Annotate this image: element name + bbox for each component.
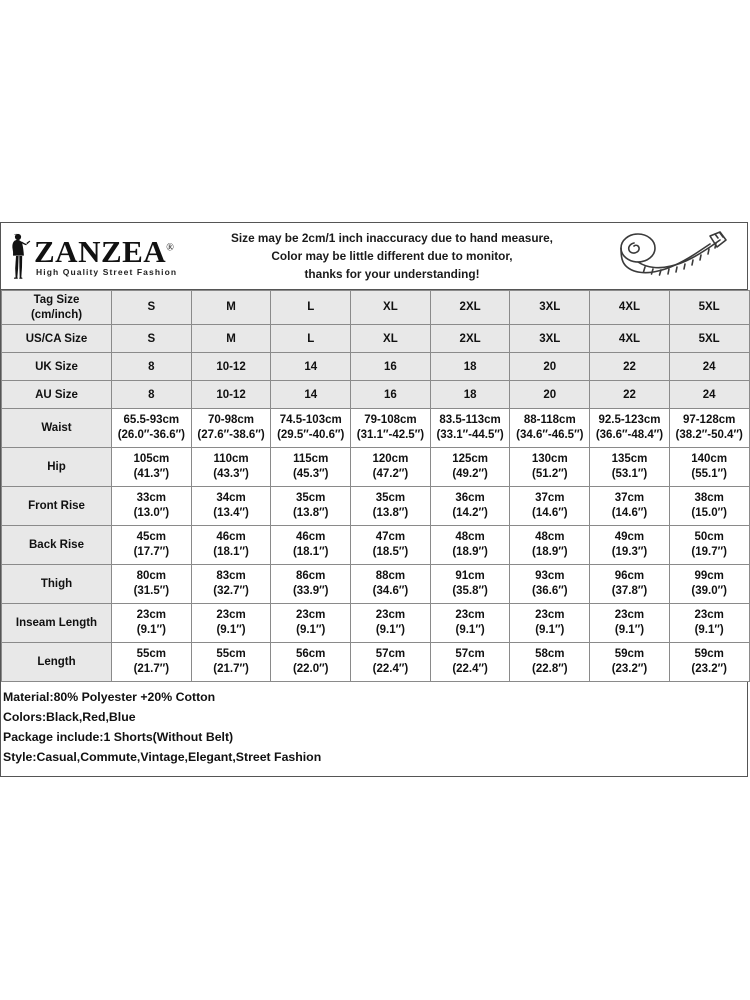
size-header-cell: 4XL: [590, 325, 670, 353]
measurement-cell: [271, 448, 351, 487]
measurement-cm: 37cm: [614, 492, 645, 505]
measurement-cell: [191, 448, 271, 487]
woman-silhouette-icon: [7, 231, 33, 281]
measurement-cell: [430, 643, 510, 682]
measurement-inch: (14.2″): [452, 507, 488, 519]
measurement-cell: [191, 526, 271, 565]
brand-name: ZANZEA: [34, 233, 167, 269]
row-label: Thigh: [2, 565, 112, 604]
measurement-cm: 23cm: [455, 609, 485, 622]
row-label: UK Size: [2, 353, 112, 381]
measurement-cm: 79-108cm: [364, 414, 417, 427]
measurement-cm: 23cm: [216, 609, 246, 622]
measurement-inch: (22.4″): [372, 663, 409, 675]
measurement-cm: 74.5-103cm: [279, 414, 342, 427]
measurement-cell: [590, 409, 670, 448]
measurement-cm: 48cm: [535, 531, 565, 544]
brand-tagline: High Quality Street Fashion: [36, 266, 178, 277]
row-label-main: Tag Size: [33, 294, 80, 307]
measurement-cm: 46cm: [216, 531, 246, 544]
measurement-inch: (22.0″): [292, 663, 329, 675]
measurement-cm: 23cm: [535, 609, 565, 622]
size-header-cell: M: [191, 325, 271, 353]
size-chart-panel: [0, 222, 748, 777]
measurement-cm: 130cm: [531, 453, 568, 466]
measurement-cell: [669, 487, 749, 526]
size-header-cell: S: [112, 291, 192, 325]
measurement-inch: (38.2″-50.4″): [675, 429, 743, 441]
measurement-cm: 48cm: [455, 531, 485, 544]
measurement-inch: (26.0″-36.6″): [117, 429, 185, 441]
measurement-cm: 36cm: [455, 492, 485, 505]
notice-line-3: thanks for your understanding!: [304, 267, 480, 282]
measurement-inch: (36.6″): [532, 585, 568, 597]
measurement-cell: [271, 643, 351, 682]
measurement-cell: [191, 487, 271, 526]
measurement-cm: 80cm: [136, 570, 167, 583]
measurement-cell: [191, 604, 271, 643]
measurement-cm: 91cm: [455, 570, 485, 583]
measurement-inch: (19.7″): [691, 546, 727, 558]
measurement-cm: 70-98cm: [208, 414, 255, 427]
row-label: Waist: [2, 409, 112, 448]
row-label: Length: [2, 643, 112, 682]
measurement-cm: 65.5-93cm: [123, 414, 180, 427]
measurement-cell: [669, 565, 749, 604]
measurement-cell: [510, 565, 590, 604]
size-header-cell: 8: [112, 381, 192, 409]
measurement-cm: 23cm: [614, 609, 645, 622]
measurement-inch: (51.2″): [532, 468, 568, 480]
measurement-cm: 49cm: [614, 531, 645, 544]
row-label-sub: (cm/inch): [30, 308, 83, 321]
measurement-inch: (41.3″): [133, 468, 170, 480]
size-header-cell: 2XL: [430, 325, 510, 353]
measurement-cm: 115cm: [293, 453, 329, 466]
size-header-cell: 3XL: [510, 291, 590, 325]
measurement-inch: (37.8″): [611, 585, 648, 597]
size-header-cell: 20: [510, 353, 590, 381]
measurement-inch: (9.1″): [614, 624, 645, 636]
measurement-cell: [351, 487, 431, 526]
measurement-cm: 56cm: [296, 648, 326, 661]
size-header-cell: 22: [590, 381, 670, 409]
measurement-inch: (9.1″): [455, 624, 485, 636]
measurement-cm: 23cm: [136, 609, 167, 622]
size-header-cell: L: [271, 325, 351, 353]
size-header-cell: L: [271, 291, 351, 325]
measurement-cell: [430, 487, 510, 526]
size-table-body: [2, 291, 750, 682]
measurement-cell: [112, 565, 192, 604]
size-header-cell: 10-12: [191, 381, 271, 409]
measurement-inch: (55.1″): [691, 468, 727, 480]
measurement-inch: (33.9″): [292, 585, 329, 597]
measurement-cell: [510, 604, 590, 643]
size-header-cell: 16: [351, 353, 431, 381]
row-label: Inseam Length: [2, 604, 112, 643]
measurement-notice: [187, 229, 597, 284]
measurement-cm: 55cm: [136, 648, 167, 661]
measurement-cell: [669, 409, 749, 448]
size-header-cell: 14: [271, 381, 351, 409]
measurement-cm: 47cm: [375, 531, 406, 544]
measurement-cm: 50cm: [694, 531, 724, 544]
measurement-cm: 110cm: [213, 453, 249, 466]
measurement-inch: (18.1″): [213, 546, 249, 558]
measurement-cm: 92.5-123cm: [598, 414, 661, 427]
table-row: [2, 643, 750, 682]
measurement-inch: (22.8″): [532, 663, 568, 675]
measurement-cm: 35cm: [375, 492, 406, 505]
measurement-inch: (13.8″): [292, 507, 329, 519]
row-label: [2, 291, 112, 325]
table-row: [2, 291, 750, 325]
measurement-inch: (49.2″): [452, 468, 488, 480]
measurement-cm: 86cm: [296, 570, 326, 583]
measurement-cell: [590, 526, 670, 565]
measurement-cell: [351, 409, 431, 448]
measurement-cell: [351, 526, 431, 565]
measurement-inch: (13.8″): [372, 507, 409, 519]
style-line: Style:Casual,Commute,Vintage,Elegant,Street Fashion: [3, 749, 322, 764]
measurement-cm: 37cm: [535, 492, 565, 505]
size-header-cell: 2XL: [430, 291, 510, 325]
measurement-cell: [590, 643, 670, 682]
row-label: US/CA Size: [2, 325, 112, 353]
measurement-inch: (9.1″): [136, 624, 166, 636]
measurement-cell: [590, 565, 670, 604]
measurement-cm: 88cm: [375, 570, 406, 583]
measurement-inch: (29.5″-40.6″): [277, 429, 345, 441]
measurement-inch: (18.9″): [452, 546, 488, 558]
measurement-cm: 45cm: [136, 531, 167, 544]
measurement-cm: 57cm: [375, 648, 406, 661]
measuring-tape-icon: [612, 230, 732, 282]
measurement-cell: [510, 448, 590, 487]
size-header-cell: 24: [669, 381, 749, 409]
measurement-cell: [271, 526, 351, 565]
measurement-cm: 23cm: [694, 609, 724, 622]
size-header-cell: 18: [430, 353, 510, 381]
measurement-cm: 105cm: [133, 453, 170, 466]
size-header-cell: 20: [510, 381, 590, 409]
brand-wordmark: [34, 233, 178, 277]
measurement-inch: (45.3″): [292, 468, 329, 480]
measurement-inch: (31.1″-42.5″): [356, 429, 425, 441]
measurement-cm: 46cm: [296, 531, 326, 544]
table-row: [2, 565, 750, 604]
measurement-inch: (27.6″-38.6″): [197, 429, 265, 441]
table-row: [2, 409, 750, 448]
measurement-cm: 97-128cm: [682, 414, 736, 427]
measurement-inch: (22.4″): [452, 663, 488, 675]
measurement-cm: 58cm: [535, 648, 565, 661]
table-row: [2, 325, 750, 353]
measurement-inch: (14.6″): [532, 507, 568, 519]
measurement-cm: 93cm: [535, 570, 565, 583]
measurement-cm: 99cm: [694, 570, 724, 583]
measurement-inch: (17.7″): [133, 546, 170, 558]
size-header-cell: XL: [351, 325, 431, 353]
measurement-inch: (19.3″): [611, 546, 648, 558]
measurement-inch: (53.1″): [611, 468, 648, 480]
measurement-cell: [271, 487, 351, 526]
measurement-cm: 23cm: [296, 609, 326, 622]
measurement-inch: (14.6″): [611, 507, 648, 519]
measurement-cm: 57cm: [455, 648, 485, 661]
package-line: Package include:1 Shorts(Without Belt): [3, 729, 234, 744]
measurement-cm: 83.5-113cm: [439, 414, 501, 427]
measurement-inch: (21.7″): [213, 663, 249, 675]
material-line: Material:80% Polyester +20% Cotton: [3, 690, 216, 704]
measurement-cell: [112, 448, 192, 487]
brand-logo: [1, 231, 187, 281]
size-header-cell: 18: [430, 381, 510, 409]
measurement-cell: [191, 565, 271, 604]
size-header-cell: M: [191, 291, 271, 325]
measurement-cell: [669, 448, 749, 487]
measurement-inch: (9.1″): [375, 624, 405, 636]
measurement-cell: [112, 409, 192, 448]
size-header-cell: 10-12: [191, 353, 271, 381]
measurement-cm: 125cm: [452, 453, 488, 466]
measurement-cell: [351, 565, 431, 604]
measurement-cell: [191, 409, 271, 448]
measurement-cm: 33cm: [136, 492, 167, 505]
size-header-cell: 22: [590, 353, 670, 381]
measurement-inch: (15.0″): [691, 507, 727, 519]
measurement-cell: [112, 604, 192, 643]
measurement-inch: (18.5″): [372, 546, 409, 558]
measurement-cell: [669, 526, 749, 565]
measurement-cell: [191, 643, 271, 682]
measurement-cell: [430, 565, 510, 604]
measurement-inch: (23.2″): [611, 663, 648, 675]
row-label: Back Rise: [2, 526, 112, 565]
registered-mark: ®: [166, 242, 175, 254]
size-header-cell: 16: [351, 381, 431, 409]
measurement-cell: [590, 448, 670, 487]
measurement-inch: (9.1″): [694, 624, 724, 636]
notice-line-1: Size may be 2cm/1 inch inaccuracy due to hand measure,: [231, 230, 553, 245]
size-header-cell: 24: [669, 353, 749, 381]
measurement-inch: (34.6″-46.5″): [516, 429, 584, 441]
measurement-inch: (9.1″): [216, 624, 246, 636]
measurement-inch: (43.3″): [213, 468, 249, 480]
notice-line-2: Color may be little different due to monitor,: [271, 248, 513, 263]
measurement-inch: (35.8″): [452, 585, 488, 597]
tape-illustration: [597, 230, 747, 282]
table-row: [2, 381, 750, 409]
measurement-cell: [271, 409, 351, 448]
measurement-cell: [112, 487, 192, 526]
measurement-inch: (47.2″): [372, 468, 409, 480]
measurement-cm: 23cm: [375, 609, 406, 622]
table-row: [2, 487, 750, 526]
measurement-cm: 88-118cm: [523, 414, 576, 427]
measurement-inch: (33.1″-44.5″): [436, 429, 504, 441]
chart-header-band: [1, 223, 747, 290]
measurement-cm: 34cm: [216, 492, 246, 505]
measurement-cm: 120cm: [372, 453, 409, 466]
measurement-cell: [351, 448, 431, 487]
measurement-cell: [430, 448, 510, 487]
measurement-cell: [351, 604, 431, 643]
colors-line: Colors:Black,Red,Blue: [3, 709, 136, 724]
measurement-inch: (32.7″): [213, 585, 249, 597]
measurement-inch: (21.7″): [133, 663, 170, 675]
measurement-cell: [430, 604, 510, 643]
measurement-cell: [112, 526, 192, 565]
measurement-cm: 96cm: [614, 570, 645, 583]
measurement-cell: [590, 487, 670, 526]
measurement-cm: 59cm: [694, 648, 724, 661]
row-label: Hip: [2, 448, 112, 487]
table-row: [2, 353, 750, 381]
table-row: [2, 604, 750, 643]
measurement-cell: [510, 526, 590, 565]
measurement-cm: 59cm: [614, 648, 645, 661]
size-header-cell: S: [112, 325, 192, 353]
measurement-cell: [351, 643, 431, 682]
size-header-cell: 14: [271, 353, 351, 381]
measurement-inch: (9.1″): [296, 624, 326, 636]
measurement-cell: [590, 604, 670, 643]
measurement-inch: (39.0″): [691, 585, 727, 597]
measurement-cm: 55cm: [216, 648, 246, 661]
measurement-cell: [510, 487, 590, 526]
row-label: AU Size: [2, 381, 112, 409]
measurement-cm: 140cm: [691, 453, 728, 466]
measurement-inch: (18.9″): [532, 546, 568, 558]
table-row: [2, 448, 750, 487]
measurement-cell: [510, 409, 590, 448]
measurement-cell: [669, 643, 749, 682]
measurement-inch: (9.1″): [535, 624, 565, 636]
measurement-inch: (23.2″): [691, 663, 727, 675]
product-details: [1, 682, 747, 776]
size-header-cell: XL: [351, 291, 431, 325]
row-label: Front Rise: [2, 487, 112, 526]
measurement-cm: 83cm: [216, 570, 246, 583]
measurement-cm: 38cm: [694, 492, 724, 505]
measurement-inch: (13.0″): [133, 507, 170, 519]
measurement-inch: (18.1″): [292, 546, 329, 558]
measurement-cell: [430, 409, 510, 448]
measurement-inch: (31.5″): [133, 585, 170, 597]
measurement-inch: (34.6″): [372, 585, 409, 597]
measurement-cell: [669, 604, 749, 643]
measurement-cell: [510, 643, 590, 682]
measurement-cell: [112, 643, 192, 682]
size-header-cell: 8: [112, 353, 192, 381]
size-header-cell: 3XL: [510, 325, 590, 353]
size-header-cell: 5XL: [669, 291, 749, 325]
size-header-cell: 5XL: [669, 325, 749, 353]
measurement-inch: (36.6″-48.4″): [595, 429, 664, 441]
size-table: [1, 290, 750, 682]
table-row: [2, 526, 750, 565]
measurement-cell: [271, 565, 351, 604]
measurement-inch: (13.4″): [213, 507, 249, 519]
measurement-cm: 35cm: [296, 492, 326, 505]
size-header-cell: 4XL: [590, 291, 670, 325]
measurement-cell: [430, 526, 510, 565]
measurement-cell: [271, 604, 351, 643]
measurement-cm: 135cm: [611, 453, 648, 466]
